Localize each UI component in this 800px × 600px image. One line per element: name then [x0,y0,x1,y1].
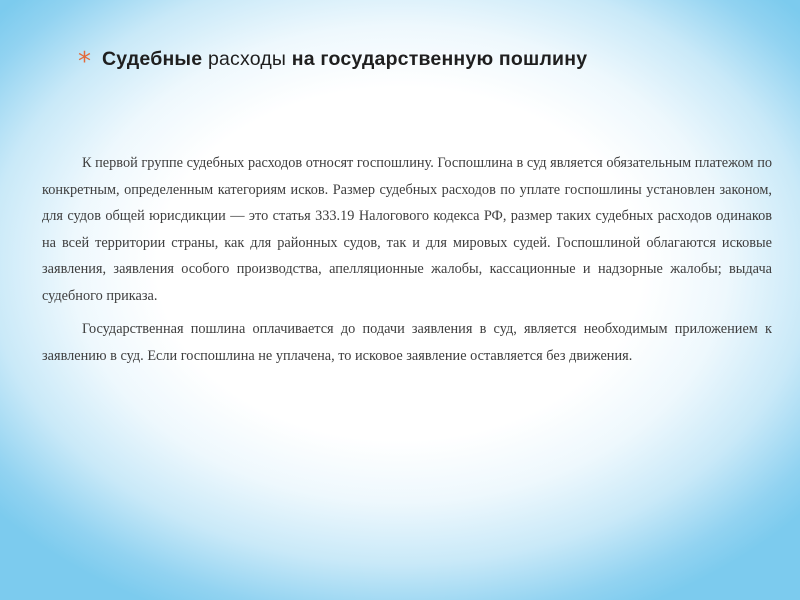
title-part-3: на государственную пошлину [291,47,588,70]
slide-title [102,48,587,71]
title-part-2: расходы [207,47,287,70]
paragraph-1: К первой группе судебных расходов относят госпошлину. Госпошлина в суд является обязательным платежом по конкретным, определенным категориям исков. Размер судебных расходов по уплате госпошлины установлен законом, для судов общей юрисдикции — это статья 333.19 Налогового кодекса РФ, размер таких судебных расходов одинаков на всей территории страны, как для районных судов, так и для мировых судей. Госпошлиной облагаются исковые заявления, заявления особого производства, апелляционные жалобы, кассационные и надзорные жалобы; выдача судебного приказа. [42,155,772,304]
title-row [78,42,768,76]
paragraph-2: Государственная пошлина оплачивается до подачи заявления в суд, является необходимым приложением к заявлению в суд. Если госпошлина не уплачена, то исковое заявление оставляется без движения. [42,321,772,364]
title-part-1: Судебные [102,47,203,70]
body-text [42,150,772,376]
title-bullet: * [78,47,91,77]
